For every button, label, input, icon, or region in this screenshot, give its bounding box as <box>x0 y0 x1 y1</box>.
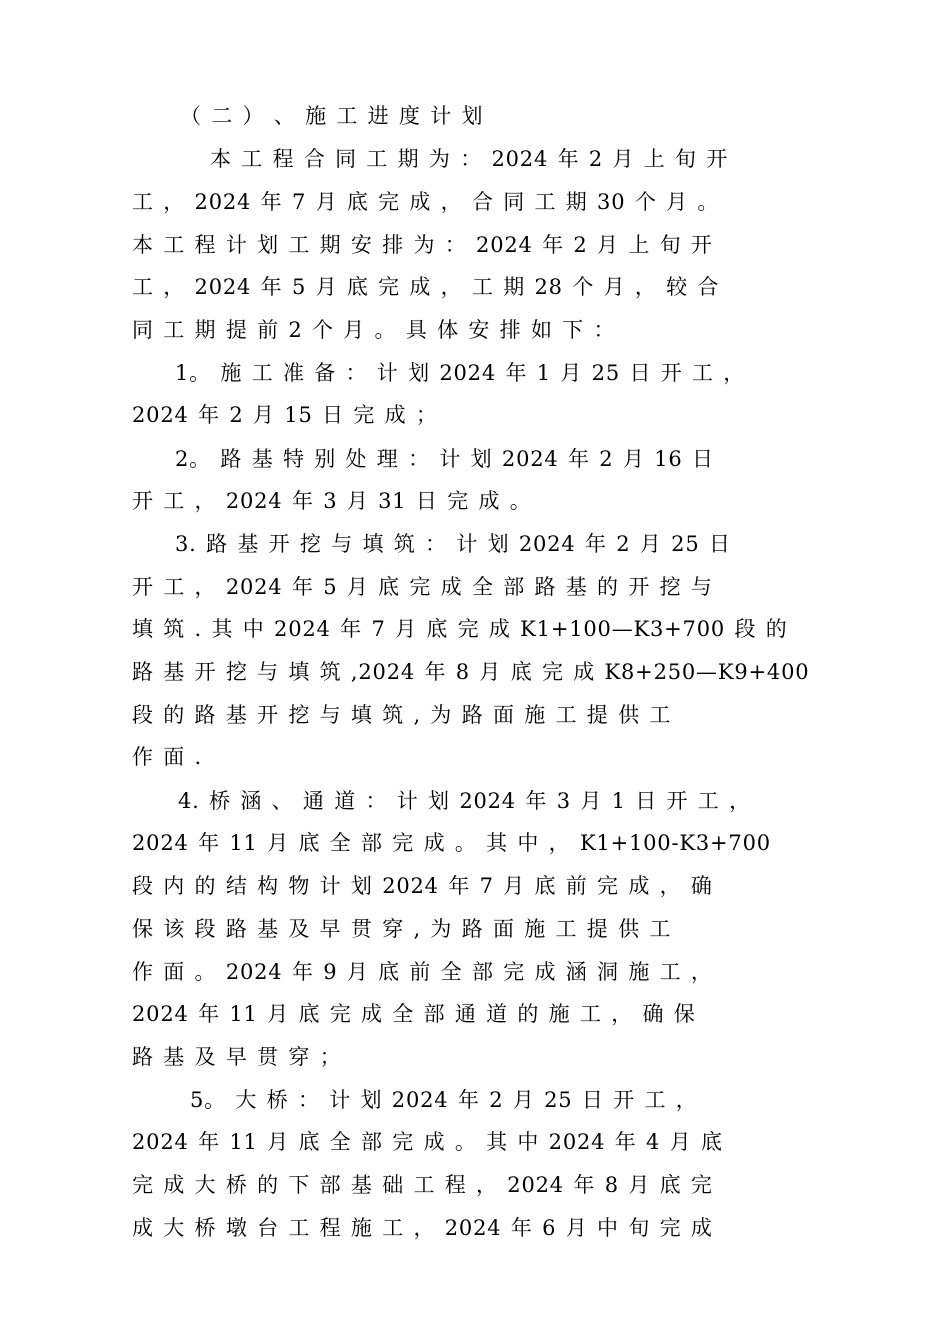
list-item-3-line: 路 基 开 挖 与 填 筑 ,2024 年 8 月 底 完 成 K8+250—K9+400 <box>132 660 810 684</box>
list-item-4-line: 段 内 的 结 构 物 计 划 2024 年 7 月 底 前 完 成 ， 确 <box>132 874 713 898</box>
list-item-5-line: 完 成 大 桥 的 下 部 基 础 工 程 ， 2024 年 8 月 底 完 <box>132 1173 713 1197</box>
list-item-3-line: 3. 路 基 开 挖 与 填 筑 ： 计 划 2024 年 2 月 25 日 <box>175 532 731 556</box>
list-item-4-line: 2024 年 11 月 底 完 成 全 部 通 道 的 施 工 ， 确 保 <box>132 1002 696 1026</box>
list-item-3-line: 作 面 . <box>132 745 203 769</box>
list-item-2-line: 开 工 ， 2024 年 3 月 31 日 完 成 。 <box>132 489 532 513</box>
list-item-4-line: 4. 桥 涵 、 通 道 ： 计 划 2024 年 3 月 1 日 开 工 ， <box>178 789 751 813</box>
list-item-1-line: 1。 施 工 准 备 ： 计 划 2024 年 1 月 25 日 开 工 ， <box>175 361 746 385</box>
list-item-4-line: 2024 年 11 月 底 全 部 完 成 。 其 中 ， K1+100-K3+700 <box>132 831 771 855</box>
paragraph-line: 工 ， 2024 年 5 月 底 完 成 ， 工 期 28 个 月 ， 较 合 <box>132 275 720 299</box>
list-item-3-line: 填 筑 . 其 中 2024 年 7 月 底 完 成 K1+100—K3+700 段 的 <box>132 617 788 641</box>
list-item-3-line: 开 工 ， 2024 年 5 月 底 完 成 全 部 路 基 的 开 挖 与 <box>132 575 713 599</box>
list-item-1-line: 2024 年 2 月 15 日 完 成 ； <box>132 403 438 427</box>
list-item-4-line: 路 基 及 早 贯 穿 ； <box>132 1045 342 1069</box>
list-item-5-line: 2024 年 11 月 底 全 部 完 成 。 其 中 2024 年 4 月 底 <box>132 1130 723 1154</box>
list-item-5-line: 成 大 桥 墩 台 工 程 施 工 ， 2024 年 6 月 中 旬 完 成 <box>132 1216 713 1240</box>
section-heading: （ 二 ） 、 施 工 进 度 计 划 <box>180 104 484 128</box>
list-item-4-line: 保 该 段 路 基 及 早 贯 穿 , 为 路 面 施 工 提 供 工 <box>132 917 672 941</box>
list-item-4-line: 作 面 。 2024 年 9 月 底 前 全 部 完 成 涵 洞 施 工 ， <box>132 960 713 984</box>
paragraph-line: 本 工 程 计 划 工 期 安 排 为 ： 2024 年 2 月 上 旬 开 <box>132 233 713 257</box>
paragraph-line: 本 工 程 合 同 工 期 为 ： 2024 年 2 月 上 旬 开 <box>210 147 729 171</box>
list-item-5-line: 5。 大 桥 ： 计 划 2024 年 2 月 25 日 开 工 ， <box>190 1088 698 1112</box>
paragraph-line: 工 ， 2024 年 7 月 底 完 成 ， 合 同 工 期 30 个 月 。 <box>132 190 720 214</box>
list-item-2-line: 2。 路 基 特 别 处 理 ： 计 划 2024 年 2 月 16 日 <box>175 447 714 471</box>
list-item-3-line: 段 的 路 基 开 挖 与 填 筑 , 为 路 面 施 工 提 供 工 <box>132 703 672 727</box>
paragraph-line: 同 工 期 提 前 2 个 月 。 具 体 安 排 如 下 ： <box>132 318 616 342</box>
